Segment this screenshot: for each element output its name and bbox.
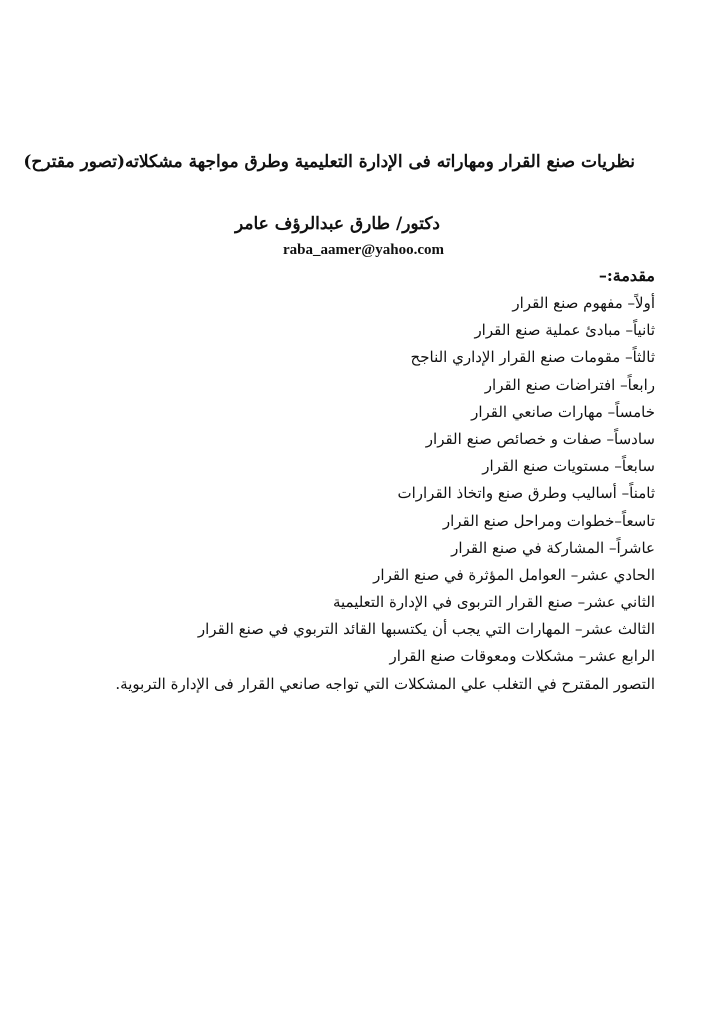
- toc-item: ثانياً– مبادئ عملية صنع القرار: [474, 321, 655, 340]
- toc-item: سابعاً– مستويات صنع القرار: [482, 457, 655, 476]
- author-name: دكتور/ طارق عبدالرؤف عامر: [235, 214, 440, 234]
- author-email: raba_aamer@yahoo.com: [283, 242, 445, 258]
- toc-item: الثاني عشر– صنع القرار التربوى في الإدارة التعليمية: [332, 593, 655, 612]
- toc-item: الثالث عشر– المهارات التي يجب أن يكتسبها القائد التربوي في صنع القرار: [197, 620, 655, 639]
- document-title: نظريات صنع القرار ومهاراته فى الإدارة التعليمية وطرق مواجهة مشكلاته(تصور مقترح): [23, 152, 635, 172]
- intro-heading: مقدمة:–: [598, 266, 655, 285]
- table-of-contents: [115, 290, 655, 698]
- toc-item: سادساً– صفات و خصائص صنع القرار: [425, 429, 655, 448]
- toc-item: التصور المقترح في التغلب علي المشكلات التي تواجه صانعي القرار فى الإدارة التربوية.: [115, 674, 655, 693]
- toc-item: خامساً– مهارات صانعي القرار: [471, 402, 655, 421]
- toc-item: عاشراً– المشاركة في صنع القرار: [451, 538, 655, 557]
- toc-item: الرابع عشر– مشكلات ومعوقات صنع القرار: [389, 647, 655, 666]
- toc-item: الحادي عشر– العوامل المؤثرة في صنع القرار: [373, 565, 655, 584]
- toc-item: رابعاً– افتراضات صنع القرار: [484, 375, 655, 394]
- toc-item: تاسعاً–خطوات ومراحل صنع القرار: [442, 511, 655, 530]
- toc-item: ثامناً– أساليب وطرق صنع واتخاذ القرارات: [397, 484, 655, 503]
- toc-item: ثالثاً– مقومات صنع القرار الإداري الناجح: [410, 348, 655, 367]
- toc-item: أولاً– مفهوم صنع القرار: [512, 294, 655, 312]
